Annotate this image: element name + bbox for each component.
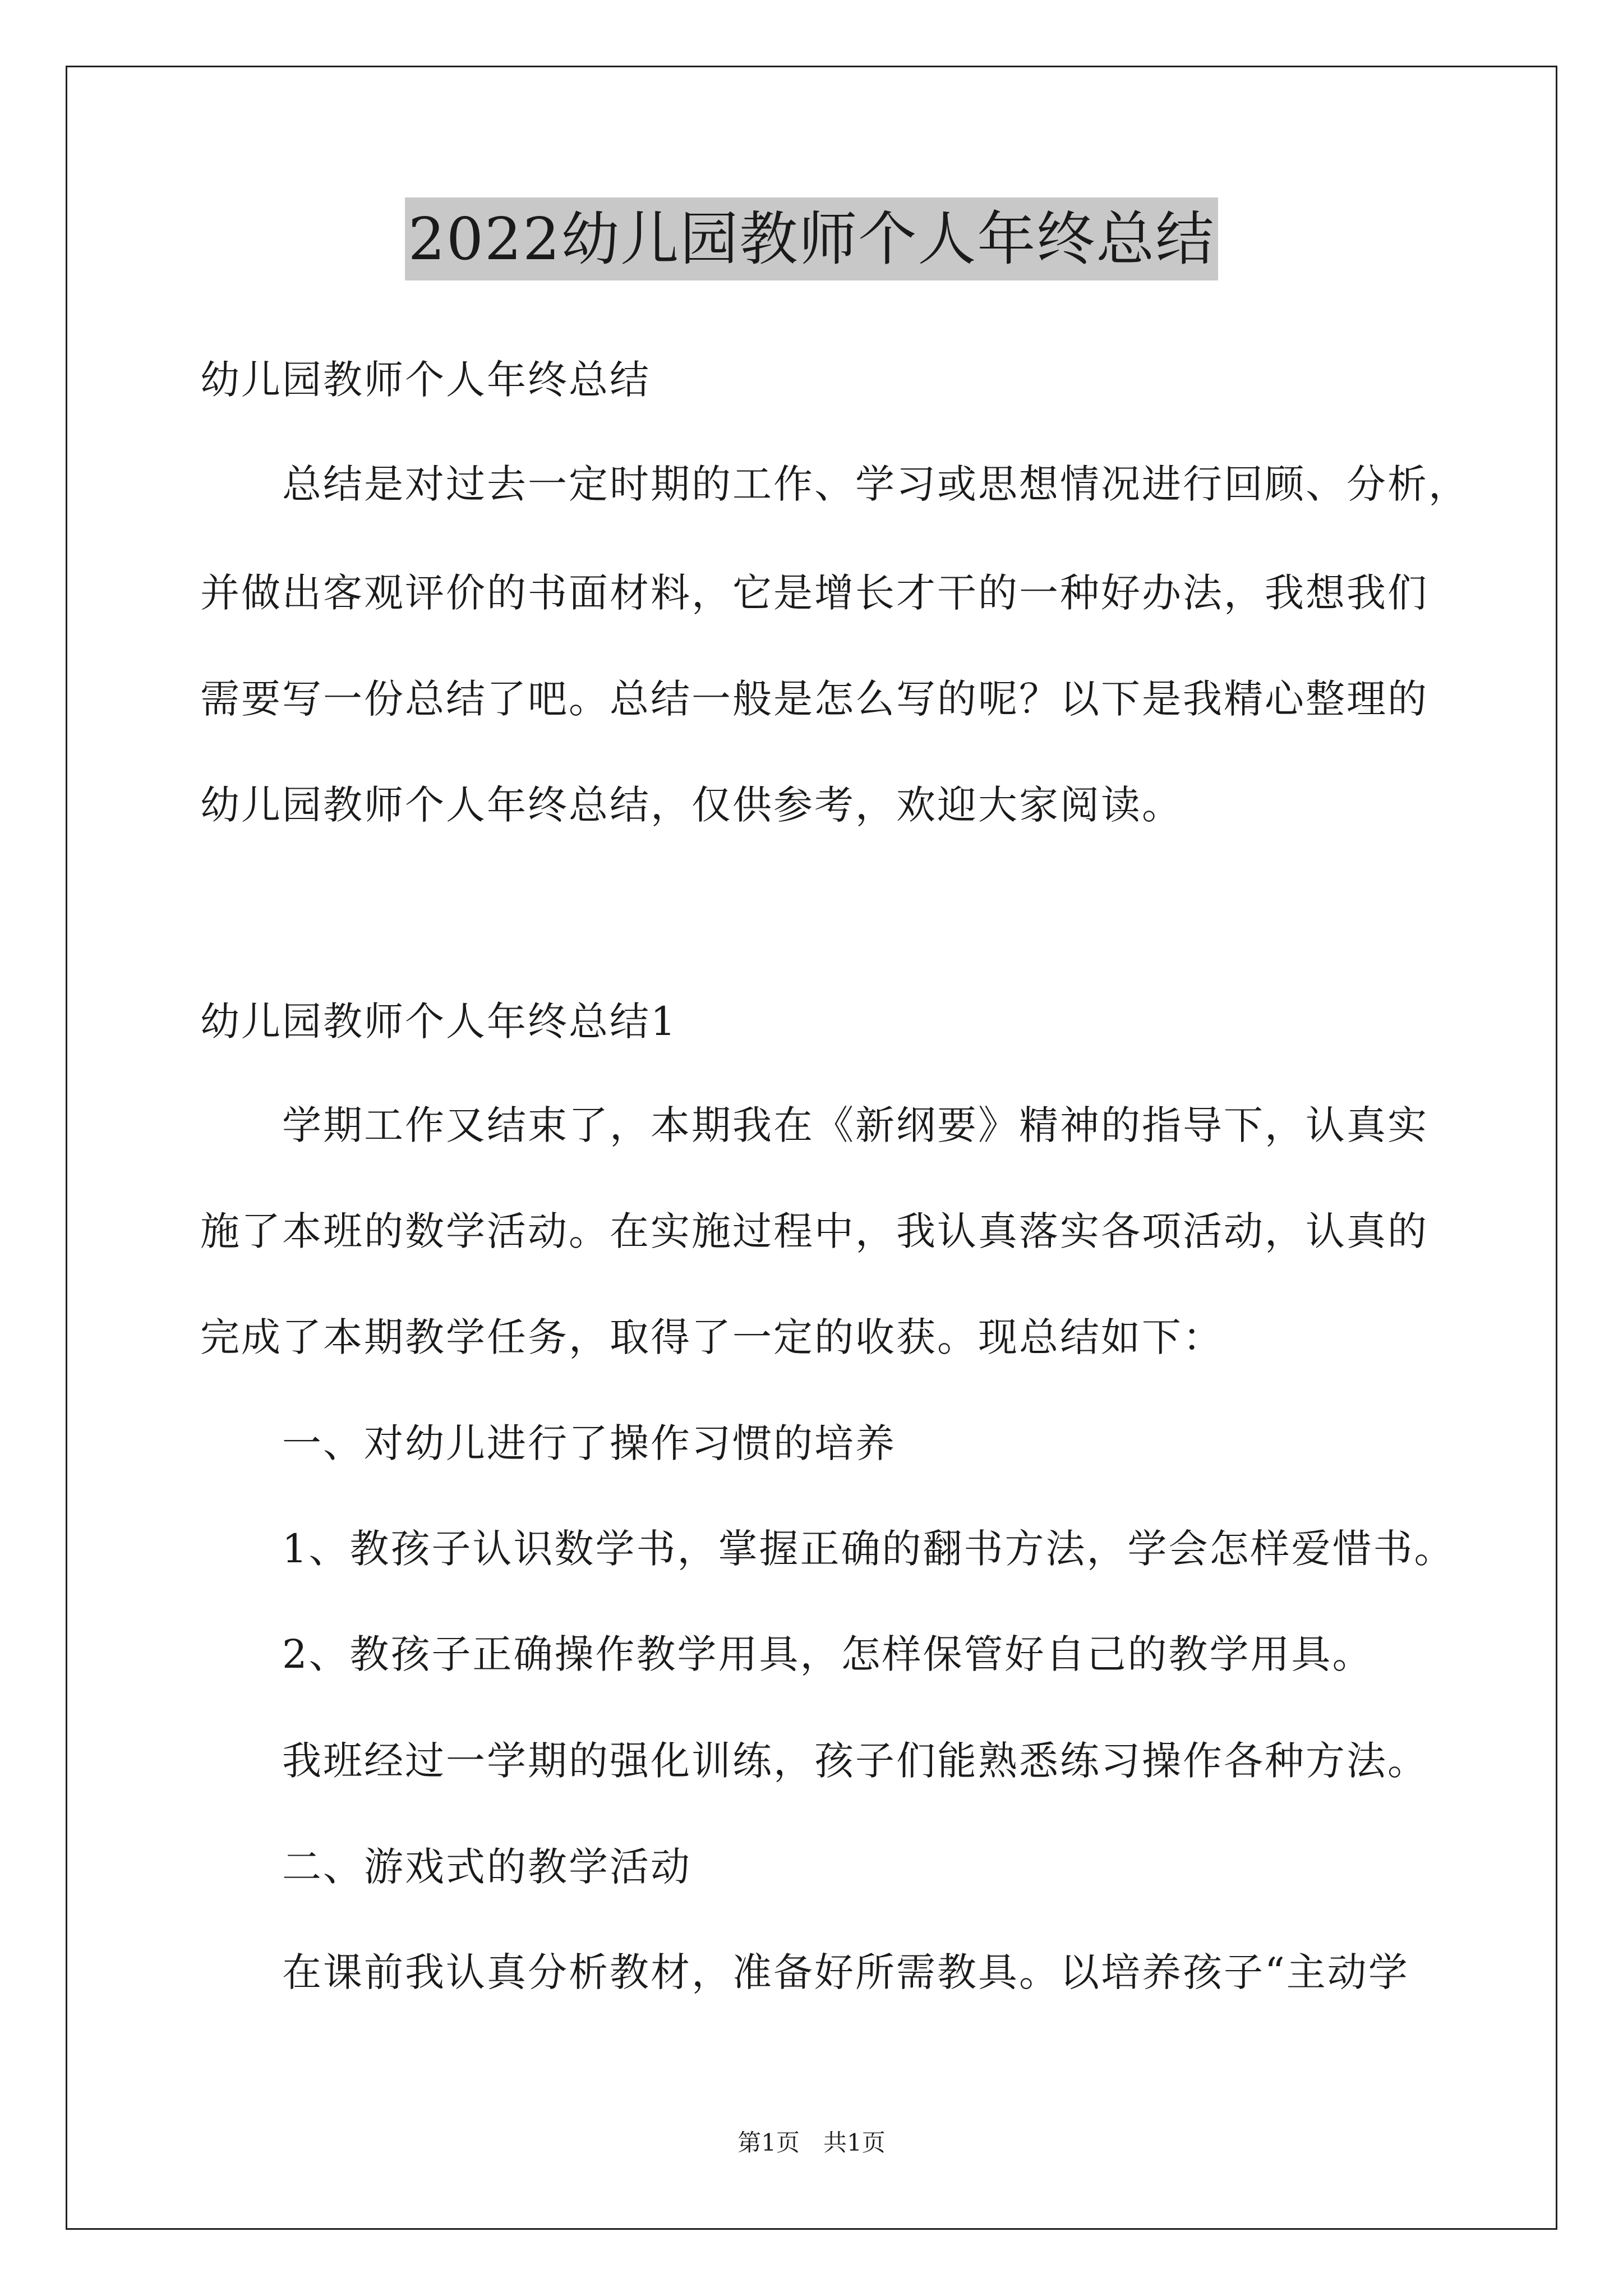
intro-line-1: 总结是对过去一定时期的工作、学习或思想情况进行回顾、分析， <box>282 461 1469 507</box>
para-line-3: 完成了本期教学任务，取得了一定的收获。现总结如下： <box>200 1314 1224 1360</box>
last-line: 在课前我认真分析教材，准备好所需教具。以培养孩子“主动学 <box>282 1949 1409 1995</box>
section-heading: 幼儿园教师个人年终总结1 <box>200 999 677 1045</box>
para-line-1: 学期工作又结束了，本期我在《新纲要》精神的指导下，认真实 <box>282 1102 1428 1148</box>
intro-line-4: 幼儿园教师个人年终总结，仅供参考，欢迎大家阅读。 <box>200 782 1183 828</box>
list-item-2: 2、教孩子正确操作教学用具，怎样保管好自己的教学用具。 <box>282 1631 1373 1677</box>
intro-line-2: 并做出客观评价的书面材料，它是增长才干的一种好办法，我想我们 <box>200 570 1428 616</box>
point-heading-2: 二、游戏式的教学活动 <box>282 1844 691 1890</box>
document-title: 2022幼儿园教师个人年终总结 <box>405 197 1219 280</box>
list-item-1: 1、教孩子认识数学书，掌握正确的翻书方法，学会怎样爱惜书。 <box>282 1526 1455 1572</box>
result-line: 我班经过一学期的强化训练，孩子们能熟悉练习操作各种方法。 <box>282 1738 1428 1784</box>
subtitle: 幼儿园教师个人年终总结 <box>200 357 651 403</box>
page-footer: 第1页 共1页 <box>737 2129 886 2156</box>
intro-line-3: 需要写一份总结了吧。总结一般是怎么写的呢？以下是我精心整理的 <box>200 676 1428 722</box>
title-wrap <box>0 197 1623 280</box>
point-heading-1: 一、对幼儿进行了操作习惯的培养 <box>282 1420 896 1466</box>
para-line-2: 施了本班的数学活动。在实施过程中，我认真落实各项活动，认真的 <box>200 1208 1428 1254</box>
